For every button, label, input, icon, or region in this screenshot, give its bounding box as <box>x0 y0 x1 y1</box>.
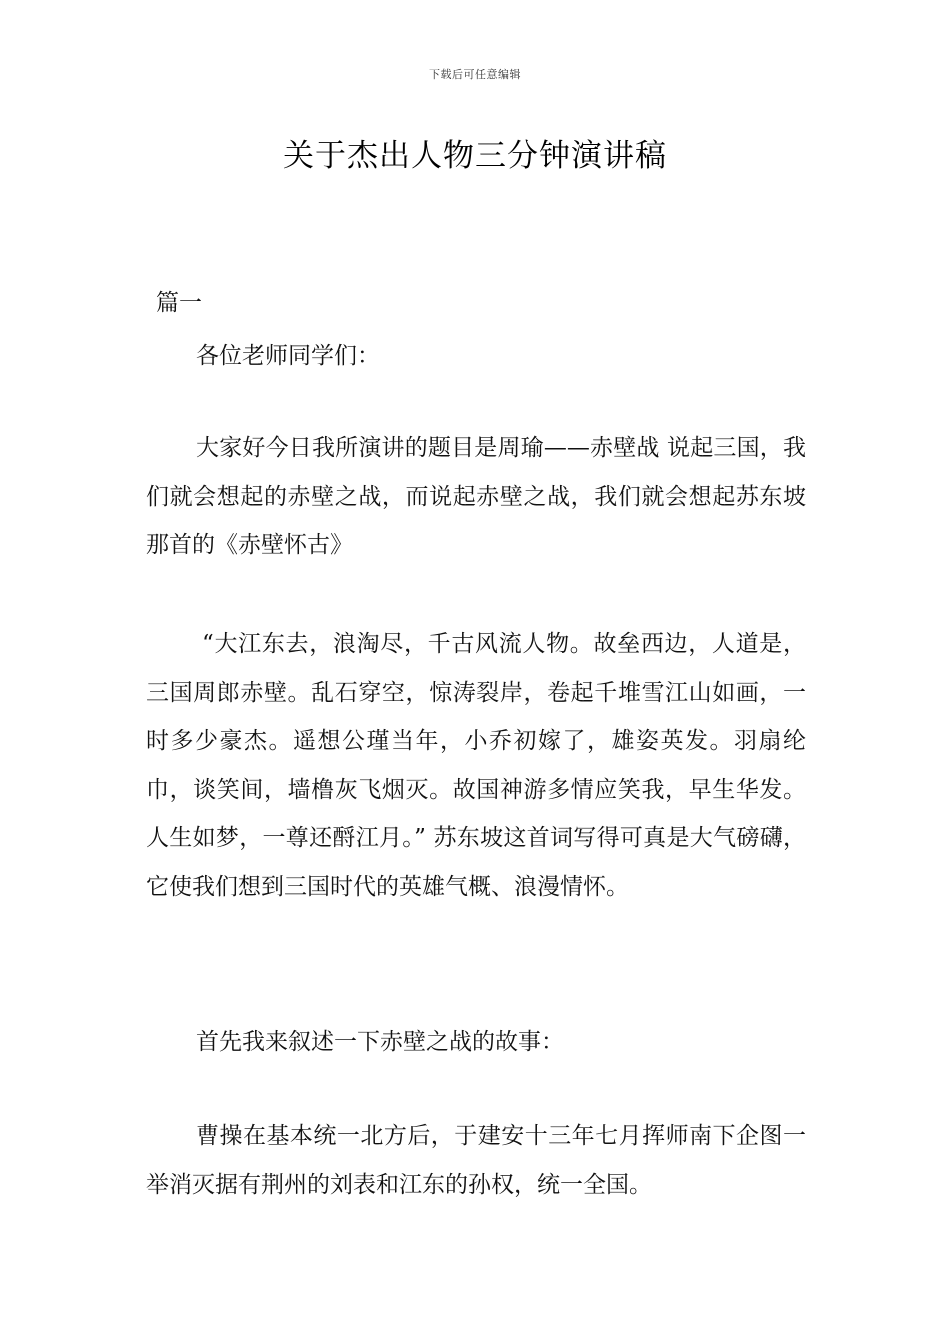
section-label: 篇一 <box>156 290 202 316</box>
document-title: 关于杰出人物三分钟演讲稿 <box>283 138 667 174</box>
header-note: 下载后可任意编辑 <box>429 68 521 81</box>
paragraph-intro: 大家好今日我所演讲的题目是周瑜——赤壁战 说起三国，我们就会想起的赤壁之战，而说起赤壁之战，我们就会想起苏东坡那首的《赤壁怀古》 <box>146 435 806 558</box>
paragraph-greeting: 各位老师同学们： <box>196 343 380 369</box>
paragraph-poem: “大江东去，浪淘尽，千古风流人物。故垒西边，人道是，三国周郎赤壁。乱石穿空，惊涛裂岸，卷起千堆雪江山如画，一时多少豪杰。遥想公瑾当年，小乔初嫁了，雄姿英发。羽扇纶巾，谈笑间，墙橹灰飞烟灭。故国神游多情应笑我，早生华发。人生如梦，一尊还酹江月。” 苏东坡这首词写得可真是大气磅礴，它使我们想到三国时代的英雄气概、浪漫情怀。 <box>146 631 806 900</box>
paragraph-story: 曹操在基本统一北方后，于建安十三年七月挥师南下企图一举消灭据有荆州的刘表和江东的孙权，统一全国。 <box>146 1123 806 1198</box>
paragraph-first: 首先我来叙述一下赤壁之战的故事： <box>196 1029 564 1055</box>
